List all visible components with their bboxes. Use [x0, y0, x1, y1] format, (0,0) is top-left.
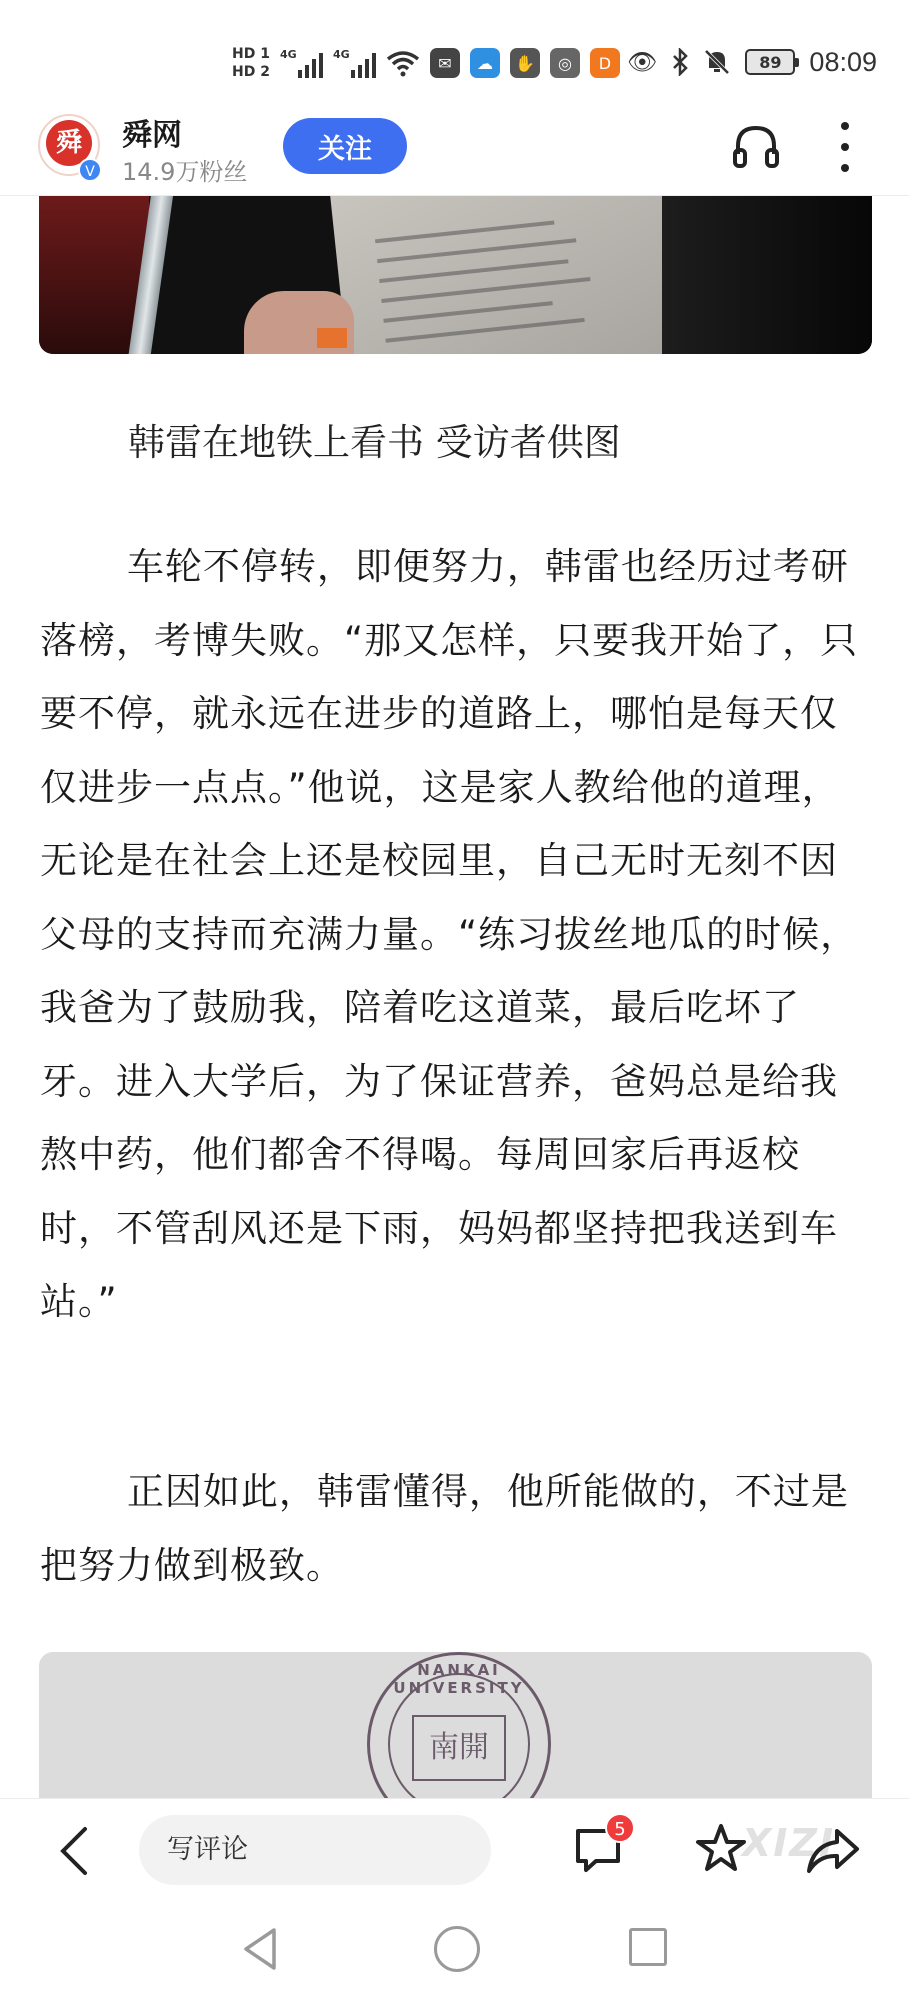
nankai-university-photo	[39, 1652, 872, 1798]
hd2-badge: HD 2	[232, 64, 270, 80]
sim2-signal-icon	[333, 48, 376, 78]
mail-app-icon: ✉	[430, 48, 460, 78]
hd-indicators	[232, 47, 270, 79]
avatar-logo: 舜	[46, 120, 92, 166]
nav-recents-icon[interactable]	[629, 1928, 667, 1966]
back-icon[interactable]	[55, 1823, 95, 1879]
comment-input[interactable]: 写评论	[139, 1815, 491, 1885]
wifi-icon	[386, 49, 420, 77]
seal-ring-text: NANKAI UNIVERSITY	[393, 1661, 525, 1697]
mute-icon	[703, 48, 731, 76]
system-nav-bar	[0, 1900, 909, 2000]
bluetooth-icon	[671, 48, 689, 76]
article-header	[0, 110, 909, 196]
battery-icon	[745, 49, 795, 75]
account-name[interactable]: 舜网	[122, 118, 182, 153]
nav-home-icon[interactable]	[434, 1926, 480, 1972]
bottom-action-bar	[0, 1798, 909, 1900]
university-seal	[367, 1652, 551, 1798]
article-paragraph: 正因如此，韩雷懂得，他所能做的，不过是把努力做到极致。	[40, 1470, 849, 1587]
headphone-icon[interactable]	[730, 120, 782, 172]
share-icon[interactable]	[805, 1825, 861, 1877]
verified-icon: V	[78, 158, 102, 182]
sim1-network-label: 4G	[279, 48, 297, 61]
weather-app-icon: ☁	[470, 48, 500, 78]
battery-level: 89	[759, 52, 782, 72]
subway-reading-photo	[39, 196, 872, 354]
status-right-group	[627, 42, 877, 82]
sim2-network-label: 4G	[332, 48, 350, 61]
status-left-group	[232, 38, 620, 88]
photo-caption: 韩雷在地铁上看书 受访者供图	[128, 421, 621, 464]
clock: 08:09	[809, 46, 877, 77]
didi-app-icon: D	[590, 48, 620, 78]
eye-icon: 👁	[626, 48, 658, 76]
favorite-star-icon[interactable]	[693, 1821, 749, 1877]
seal-characters: 南開	[412, 1715, 506, 1781]
sim1-signal-icon	[280, 48, 323, 78]
follower-count: 14.9万粉丝	[122, 158, 248, 186]
more-options-icon[interactable]	[833, 122, 857, 172]
comment-count-badge: 5	[605, 1813, 635, 1843]
status-bar	[0, 0, 909, 110]
headset-app-icon: ◎	[550, 48, 580, 78]
follow-button[interactable]: 关注	[283, 118, 407, 174]
hd1-badge: HD 1	[232, 46, 270, 62]
gesture-icon: ✋	[510, 48, 540, 78]
xizi-watermark: XIZI	[742, 1821, 836, 1865]
article-paragraph: 车轮不停转，即便努力，韩雷也经历过考研落榜，考博失败。“那又怎样，只要我开始了，只要不停，就永远在进步的道路上，哪怕是每天仅仅进步一点点。”他说，这是家人教给他的道理，无论是在社会上还是校园里，自己无时无刻不因父母的支持而充满力量。“练习拔丝地瓜的时候，我爸为了鼓励我，陪着吃这道菜，最后吃坏了牙。进入大学后，为了保证营养，爸妈总是给我熬中药，他们都舍不得喝。每周回家后再返校时，不管刮风还是下雨，妈妈都坚持把我送到车站。”	[40, 545, 859, 1323]
nav-back-icon[interactable]	[236, 1924, 286, 1974]
